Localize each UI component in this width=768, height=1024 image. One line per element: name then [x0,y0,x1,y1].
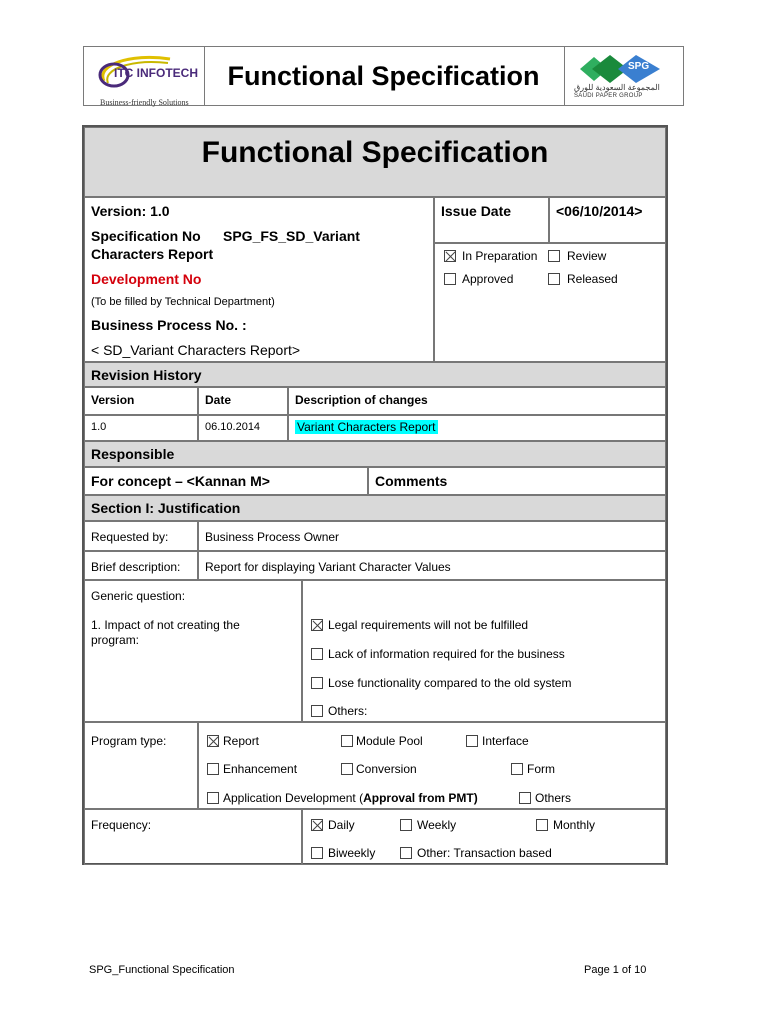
comments-label: Comments [375,473,448,489]
approved-checkbox[interactable] [444,273,456,285]
other-frequency-label: Other: Transaction based [417,846,552,860]
approval-from-pmt: Approval from PMT) [363,791,478,805]
revision-col-date-label: Date [205,393,232,407]
spec-no-value: SPG_FS_SD_Variant [223,228,360,244]
version-label: Version: 1.0 [91,203,170,219]
revision-row-desc-value: Variant Characters Report [297,420,436,434]
program-type-options-cell [198,722,666,809]
spec-no-cont: Characters Report [91,246,214,262]
status-cell [434,243,666,362]
requested-by-label: Requested by: [91,530,169,544]
impact-options-cell [302,580,666,722]
issue-date-value: <06/10/2014> [556,203,643,219]
business-process-value: < SD_Variant Characters Report> [91,342,301,358]
lack-of-information-checkbox[interactable] [311,648,323,660]
module-pool-label: Module Pool [356,734,423,748]
requested-by-value: Business Process Owner [205,530,340,544]
spg-english-name: SAUDI PAPER GROUP [574,93,643,99]
spg-arabic-name: المجموعة السعودية للورق [574,83,660,92]
revision-col-date [198,387,288,415]
header-title: Functional Specification [227,61,540,91]
others-type-checkbox[interactable] [519,792,531,804]
released-label: Released [567,272,618,286]
spec-no-label: Specification No [91,228,201,244]
form-checkbox[interactable] [511,763,523,775]
enhancement-label: Enhancement [223,762,298,776]
revision-history-heading: Revision History [91,367,202,383]
frequency-label-cell [84,809,302,865]
report-checkbox[interactable] [207,735,219,747]
revision-history-heading-cell [84,362,666,387]
others-type-label: Others [535,791,572,805]
generic-question-label: Generic question: [91,589,186,603]
daily-label: Daily [328,818,355,832]
program-type-label: Program type: [91,734,167,748]
application-development-text: Application Development ( [223,791,364,805]
frequency-options-cell [302,809,666,865]
legal-requirements-label: Legal requirements will not be fulfilled [328,618,529,632]
brief-value-cell [198,551,666,580]
lack-of-information-label: Lack of information required for the business [328,647,565,661]
business-process-label: Business Process No. : [91,317,247,333]
other-frequency-checkbox[interactable] [400,847,412,859]
spg-logo-text: SPG [628,61,650,72]
legal-requirements-checkbox[interactable] [311,619,323,631]
section1-heading-cell [84,495,666,521]
program-type-label-cell [84,722,198,809]
issue-date-value-cell [549,197,666,243]
itc-logo-text: ITC INFOTECH [114,66,198,80]
impact-line1: 1. Impact of not creating the [91,618,240,632]
application-development-label [223,791,478,805]
monthly-checkbox[interactable] [536,819,548,831]
enhancement-checkbox[interactable] [207,763,219,775]
brief-description-value: Report for displaying Variant Character Values [205,560,451,574]
lose-functionality-checkbox[interactable] [311,677,323,689]
responsible-heading-cell [84,441,666,467]
biweekly-checkbox[interactable] [311,847,323,859]
section1-heading: Section I: Justification [91,500,241,516]
itc-tagline: Business-friendly Solutions [100,98,189,107]
comments-cell [368,467,666,495]
revision-row-date [198,415,288,441]
development-note: (To be filled by Technical Department) [91,296,275,308]
itc-infotech-logo [90,51,200,107]
revision-row-desc [288,415,666,441]
issue-date-label-cell [434,197,549,243]
approved-label: Approved [462,272,514,286]
issue-date-label: Issue Date [441,203,512,219]
revision-col-version-label: Version [91,393,135,407]
revision-row-version [84,415,198,441]
doc-title-cell [84,127,666,197]
impact-line2: program: [91,633,140,647]
report-label: Report [223,734,260,748]
requested-by-value-cell [198,521,666,551]
weekly-label: Weekly [417,818,457,832]
biweekly-label: Biweekly [328,846,376,860]
spec-document [82,125,668,865]
others-impact-label: Others: [328,704,368,718]
weekly-checkbox[interactable] [400,819,412,831]
revision-col-version [84,387,198,415]
page-header [83,46,684,106]
requested-by-label-cell [84,521,198,551]
revision-row-version-value: 1.0 [91,421,107,433]
daily-checkbox[interactable] [311,819,323,831]
form-label: Form [527,762,555,776]
application-development-checkbox[interactable] [207,792,219,804]
released-checkbox[interactable] [548,273,560,285]
frequency-label: Frequency: [91,818,152,832]
brief-description-label: Brief description: [91,560,181,574]
interface-checkbox[interactable] [466,735,478,747]
revision-row-date-value: 06.10.2014 [205,421,261,433]
revision-col-desc [288,387,666,415]
brief-label-cell [84,551,198,580]
others-impact-checkbox[interactable] [311,705,323,717]
concept-cell [84,467,368,495]
spg-logo [570,51,680,103]
monthly-label: Monthly [553,818,596,832]
footer-page-number: Page 1 of 10 [584,964,647,976]
in-preparation-label: In Preparation [462,249,538,263]
in-preparation-checkbox[interactable] [444,250,456,262]
review-checkbox[interactable] [548,250,560,262]
module-pool-checkbox[interactable] [341,735,353,747]
version-cell [84,197,434,362]
review-label: Review [567,249,607,263]
concept-value: For concept – <Kannan M> [91,473,270,489]
interface-label: Interface [482,734,529,748]
conversion-label: Conversion [356,762,417,776]
lose-functionality-label: Lose functionality compared to the old system [328,676,572,690]
doc-title: Functional Specification [201,136,549,169]
revision-col-desc-label: Description of changes [295,393,428,407]
generic-question-cell [84,580,302,722]
development-no: Development No [91,271,202,287]
conversion-checkbox[interactable] [341,763,353,775]
responsible-heading: Responsible [91,446,175,462]
footer-document-name: SPG_Functional Specification [89,964,235,976]
